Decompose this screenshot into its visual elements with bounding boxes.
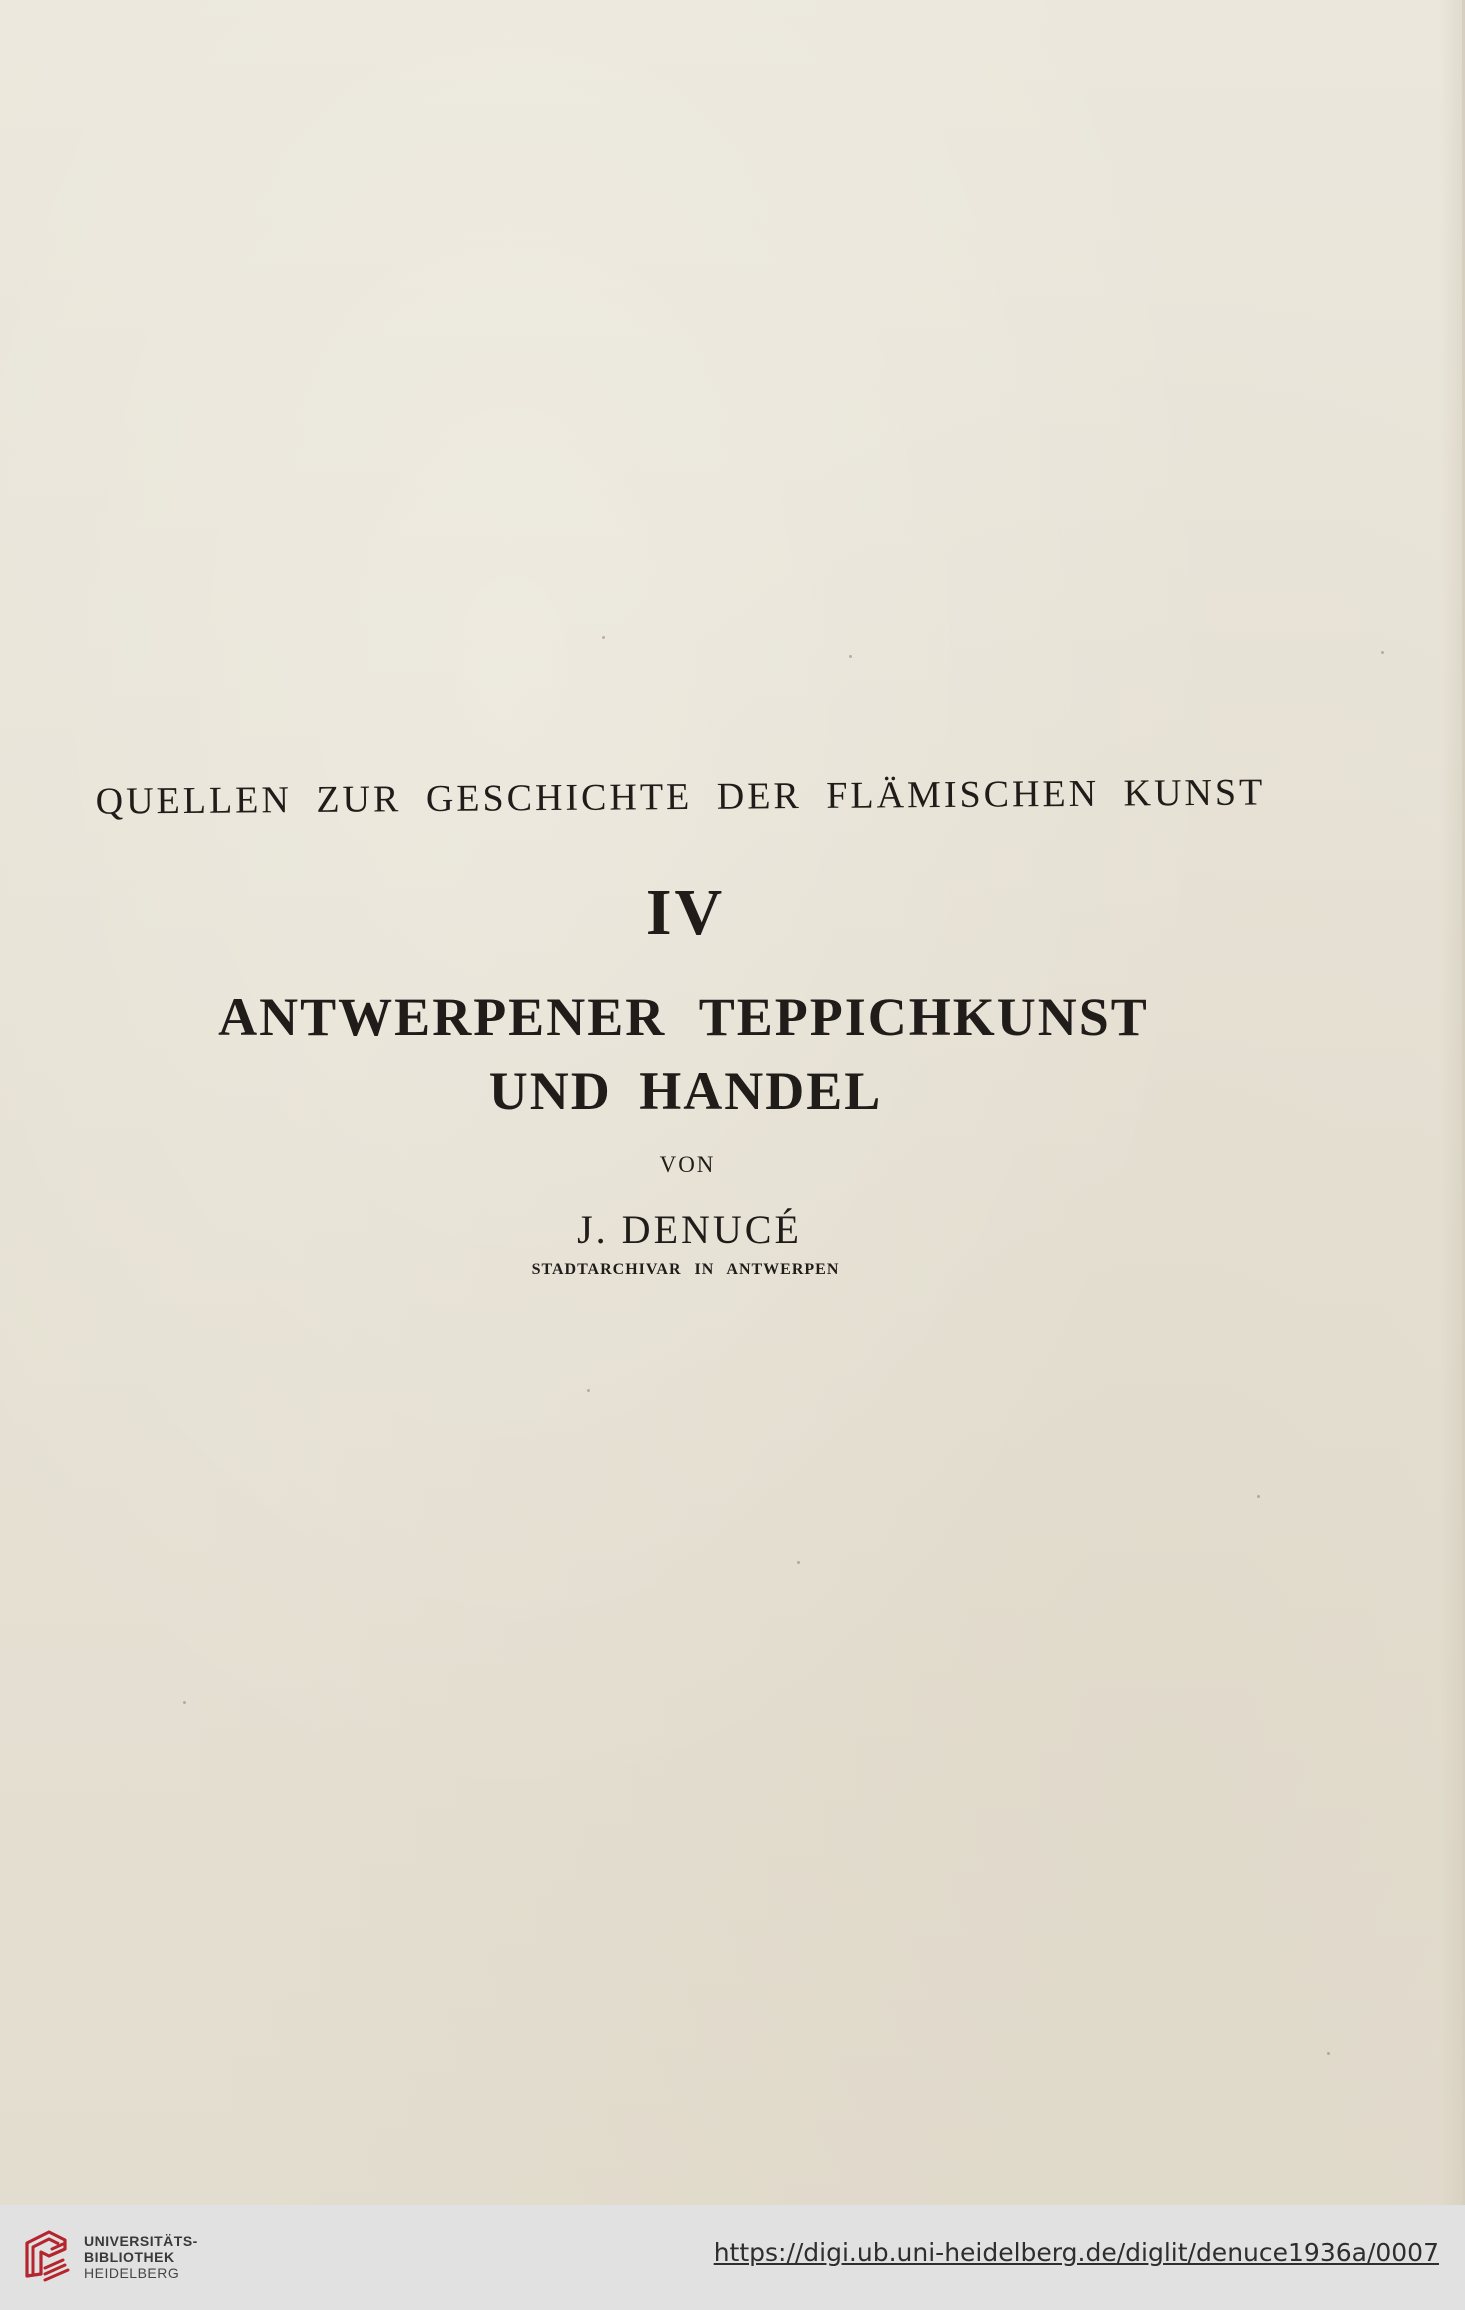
paper-speck — [587, 1389, 590, 1392]
university-library-logo-icon — [18, 2225, 74, 2283]
page-edge-shadow — [1440, 0, 1465, 2205]
library-logo-text — [84, 2233, 198, 2281]
volume-number: IV — [645, 876, 726, 949]
paper-speck — [1327, 2052, 1330, 2055]
library-logo-line-1: UNIVERSITÄTS- — [84, 2233, 198, 2249]
by-label: VON — [659, 1152, 716, 1177]
paper-speck — [849, 655, 852, 658]
library-footer — [0, 2205, 1465, 2310]
paper-speck — [1381, 651, 1384, 654]
paper-speck — [602, 636, 605, 639]
paper-speck — [1257, 1495, 1260, 1498]
title-line-2: UND HANDEL — [488, 1061, 883, 1121]
title-line-1: ANTWERPENER TEPPICHKUNST — [218, 987, 1149, 1047]
library-logo-line-3: HEIDELBERG — [84, 2265, 180, 2281]
author-title: STADTARCHIVAR IN ANTWERPEN — [531, 1261, 840, 1278]
author-name: J. DENUCÉ — [577, 1207, 802, 1252]
series-title: QUELLEN ZUR GESCHICHTE DER FLÄMISCHEN KUNST — [95, 771, 1266, 823]
paper-speck — [183, 1701, 186, 1704]
permalink-url[interactable]: https://digi.ub.uni-heidelberg.de/diglit/denuce1936a/0007 — [713, 2238, 1439, 2267]
library-logo-line-2: BIBLIOTHEK — [84, 2249, 175, 2265]
paper-speck — [797, 1561, 800, 1564]
